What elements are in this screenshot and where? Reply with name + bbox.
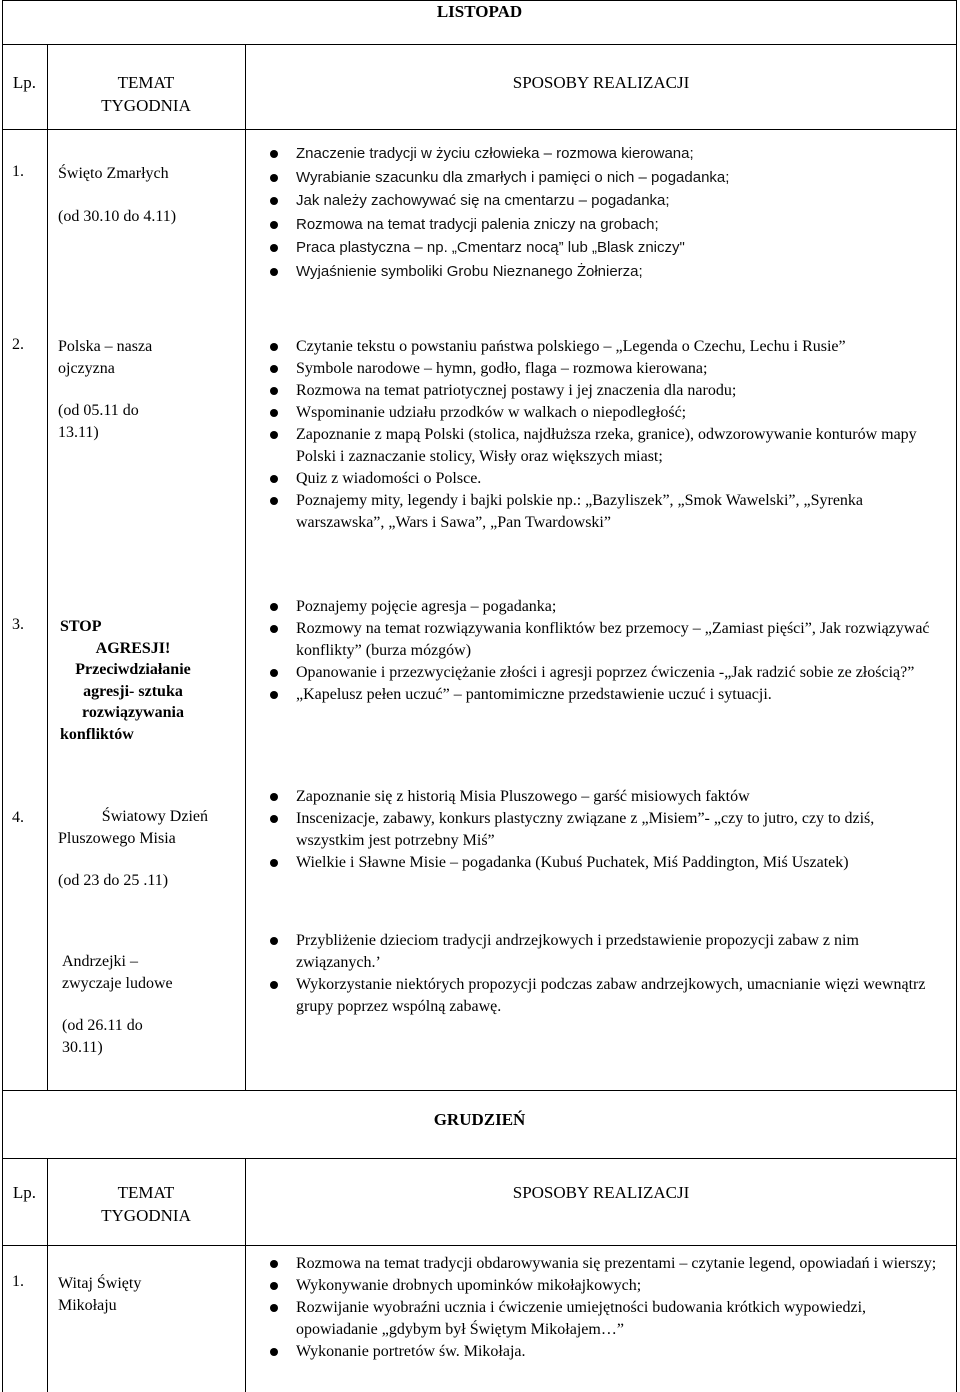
row-divider — [2, 44, 957, 45]
list-item: Wielkie i Sławne Misie – pogadanka (Kubuś Puchatek, Miś Paddington, Miś Uszatek) — [270, 852, 945, 874]
topic-swiety-mikolaj: Witaj Święty Mikołaju — [58, 1275, 142, 1314]
topic-polska: Polska – nasza ojczyzna (od 05.11 do 13.11) — [58, 338, 153, 441]
list-item: Czytanie tekstu o powstaniu państwa polskiego – „Legenda o Czechu, Lechu i Rusie” — [270, 336, 945, 358]
row-number: 2. — [12, 336, 24, 353]
list-item: Wykorzystanie niektórych propozycji podczas zabaw andrzejkowych, umacnianie więzi wewnątrz grupy poprzez wspólną zabawę. — [270, 974, 945, 1018]
month-title-november: LISTOPAD — [436, 2, 523, 21]
topic-swieto-zmarlych: Święto Zmarłych (od 30.10 do 4.11) — [58, 165, 177, 225]
header-lp: Lp. — [12, 1183, 37, 1202]
activities-list — [270, 596, 945, 706]
activities-list — [270, 1253, 945, 1363]
list-item: Znaczenie tradycji w życiu człowieka – rozmowa kierowana; — [270, 142, 945, 166]
activities-list — [270, 142, 945, 283]
list-item: Symbole narodowe – hymn, godło, flaga – rozmowa kierowana; — [270, 358, 945, 380]
row-divider — [2, 1090, 957, 1091]
list-item: Wyrabianie szacunku dla zmarłych i pamięci o nich – pogadanka; — [270, 166, 945, 190]
list-item: Rozwijanie wyobraźni ucznia i ćwiczenie umiejętności budowania krótkich wypowiedzi, opowiadanie „gdybym był Świętym Mikołajem…” — [270, 1297, 945, 1341]
row-number: 3. — [12, 616, 24, 633]
list-item: Poznajemy mity, legendy i bajki polskie np.: „Bazyliszek”, „Smok Wawelski”, „Syrenka warszawska”, „Wars i Sawa”, „Pan Twardowski” — [270, 490, 945, 534]
column-divider — [47, 44, 48, 1090]
list-item: Rozmowy na temat rozwiązywania konfliktów bez przemocy – „Zamiast pięści”, Jak rozwiązywać konflikty” (burza mózgów) — [270, 618, 945, 662]
row-divider — [2, 1158, 957, 1159]
topic-andrzejki: Andrzejki – zwyczaje ludowe (od 26.11 do 30.11) — [62, 953, 173, 1056]
list-item: Wyjaśnienie symboliki Grobu Nieznanego Żołnierza; — [270, 260, 945, 284]
list-item: „Kapelusz pełen uczuć” – pantomimiczne przedstawienie uczuć i sytuacji. — [270, 684, 945, 706]
activities-list — [270, 336, 945, 534]
list-item: Inscenizacje, zabawy, konkurs plastyczny związane z „Misiem”- „czy to jutro, czy to dziś, wszystkim jest potrzebny Miś” — [270, 808, 945, 852]
row-divider — [2, 1245, 957, 1246]
list-item: Rozmowa na temat patriotycznej postawy i jej znaczenia dla narodu; — [270, 380, 945, 402]
list-item: Rozmowa na temat tradycji palenia zniczy na grobach; — [270, 213, 945, 237]
topic-dzien-misia: Światowy Dzień Pluszowego Misia (od 23 do 25 .11) — [58, 808, 208, 889]
row-number: 1. — [12, 1273, 24, 1290]
header-lp: Lp. — [12, 73, 37, 92]
header-sposoby: SPOSOBY REALIZACJI — [512, 1183, 690, 1202]
list-item: Zapoznanie się z historią Misia Pluszowego – garść misiowych faktów — [270, 786, 945, 808]
row-divider — [2, 129, 957, 130]
list-item: Rozmowa na temat tradycji obdarowywania się prezentami – czytanie legend, opowiadań i wierszy; — [270, 1253, 945, 1275]
column-divider — [245, 44, 246, 1090]
topic-stop-agresji: STOP AGRESJI! Przeciwdziałanie agresji- sztuka rozwiązywania konfliktów — [60, 618, 191, 743]
header-temat: TEMAT TYGODNIA — [101, 73, 191, 115]
list-item: Wykonywanie drobnych upominków mikołajkowych; — [270, 1275, 945, 1297]
list-item: Poznajemy pojęcie agresja – pogadanka; — [270, 596, 945, 618]
list-item: Jak należy zachowywać się na cmentarzu – pogadanka; — [270, 189, 945, 213]
list-item: Wykonanie portretów św. Mikołaja. — [270, 1341, 945, 1363]
month-title-december: GRUDZIEŃ — [433, 1110, 526, 1129]
list-item: Zapoznanie z mapą Polski (stolica, najdłuższa rzeka, granice), odwzorowywanie konturów mapy Polski i zaznaczanie stolicy, Wisły oraz większych miast; — [270, 424, 945, 468]
header-temat: TEMAT TYGODNIA — [101, 1183, 191, 1225]
list-item: Opanowanie i przezwyciężanie złości i agresji poprzez ćwiczenia -„Jak radzić sobie ze złością?” — [270, 662, 945, 684]
list-item: Przybliżenie dzieciom tradycji andrzejkowych i przedstawienie propozycji zabaw z nim związanych.’ — [270, 930, 945, 974]
row-number: 1. — [12, 163, 24, 180]
row-number: 4. — [12, 809, 24, 826]
list-item: Praca plastyczna – np. „Cmentarz nocą” lub „Blask zniczy" — [270, 236, 945, 260]
list-item: Quiz z wiadomości o Polsce. — [270, 468, 945, 490]
list-item: Wspominanie udziału przodków w walkach o niepodległość; — [270, 402, 945, 424]
header-sposoby: SPOSOBY REALIZACJI — [512, 73, 690, 92]
activities-list — [270, 930, 945, 1018]
activities-list — [270, 786, 945, 874]
